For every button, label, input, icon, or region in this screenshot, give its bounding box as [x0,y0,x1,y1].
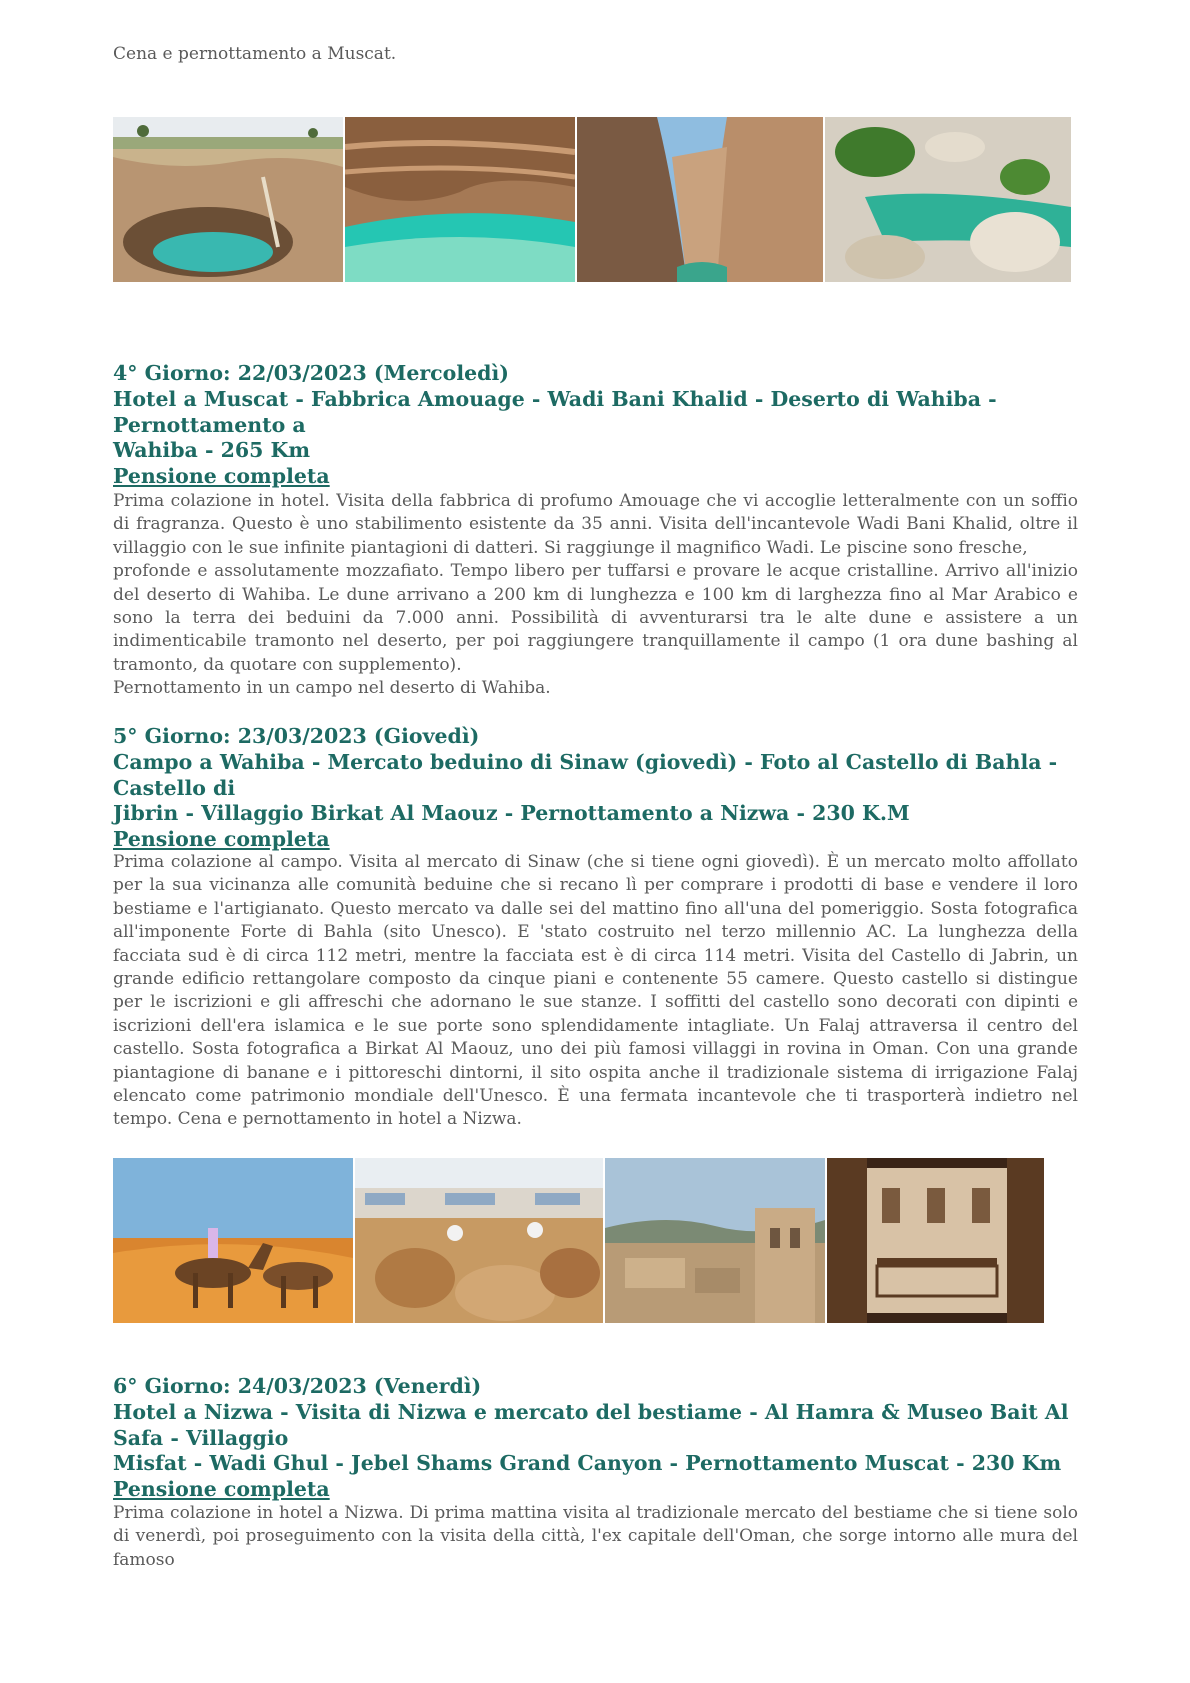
day-5-pension: Pensione completa [113,827,330,852]
day-6-heading [113,1374,1083,1503]
mud-fort-photo [605,1158,825,1323]
day-6-description [113,1502,1078,1572]
day-6-body: Prima colazione in hotel a Nizwa. Di prima mattina visita al tradizionale mercato del bestiame che si tiene solo di venerdì, poi proseguimento con la visita della città, l'ex capitale dell'Oman, che sorge intorno alle mura del famoso [113,1503,1078,1570]
camel-market-photo [355,1158,603,1323]
emerald-pool-photo [345,117,575,282]
intro-line: Cena e pernottamento a Muscat. [113,44,397,64]
day-4-body-3: Pernottamento in un campo nel deserto di Wahiba. [113,678,551,699]
day-4-description [113,490,1078,701]
day-4-title: 4° Giorno: 22/03/2023 (Mercoledì) [113,361,509,385]
day-6-title: 6° Giorno: 24/03/2023 (Venerdì) [113,1374,482,1398]
castle-interior-photo [827,1158,1044,1323]
wadi-stream-photo [825,117,1071,282]
day-4-heading [113,361,1083,490]
photo-strip-middle [113,1158,1044,1323]
day-5-body: Prima colazione al campo. Visita al mercato di Sinaw (che si tiene ogni giovedì). È un mercato molto affollato per la sua vicinanza alle comunità beduine che si recano lì per comprare i prodotti di base e vendere il loro bestiame e l'artigianato. Questo mercato va dalle sei del mattino fino all'una del pomeriggio. Sosta fotografica all'imponente Forte di Bahla (sito Unesco). E 'stato costruito nel terzo millennio AC. La lunghezza della facciata sud è di circa 112 metri, mentre la facciata est è di circa 114 metri. Visita del Castello di Jabrin, un grande edificio rettangolare composto da cinque piani e contenente 55 camere. Questo castello si distingue per le iscrizioni e gli affreschi che adornano le sue stanze. I soffitti del castello sono decorati con dipinti e iscrizioni dell'era islamica e le sue porte sono splendidamente intagliate. Un Falaj attraversa il centro del castello. Sosta fotografica a Birkat Al Maouz, uno dei più famosi villaggi in rovina in Oman. Con una grande piantagione di banane e i pittoreschi dintorni, il sito ospita anche il tradizionale sistema di irrigazione Falaj elencato come patrimonio mondiale dell'Unesco. È una fermata incantevole che ti trasporterà indietro nel tempo. Cena e pernottamento in hotel a Nizwa. [113,852,1078,1130]
day-5-route-line-2: Jibrin - Villaggio Birkat Al Maouz - Pernottamento a Nizwa - 230 K.M [113,801,910,826]
day-5-route-line-1: Campo a Wahiba - Mercato beduino di Sinaw (giovedì) - Foto al Castello di Bahla - Castello di [113,749,1058,800]
day-4-pension: Pensione completa [113,464,330,489]
day-6-route-line-1: Hotel a Nizwa - Visita di Nizwa e mercato del bestiame - Al Hamra & Museo Bait Al Safa - Villaggio [113,1399,1069,1450]
canyon-photo [577,117,823,282]
day-4-body-2: profonde e assolutamente mozzafiato. Tempo libero per tuffarsi e provare le acque cristalline. Arrivo all'inizio del deserto di Wahiba. Le dune arrivano a 200 km di lunghezza e 100 km di larghezza fino al Mar Arabico e sono la terra dei beduini da 7.000 anni. Possibilità di avventurarsi tra le alte dune e assistere a un indimenticabile tramonto nel deserto, per poi raggiungere tranquillamente il campo (1 ora dune bashing al tramonto, da quotare con supplemento). [113,561,1078,675]
camel-rider-photo [113,1158,353,1323]
day-5-title: 5° Giorno: 23/03/2023 (Giovedì) [113,724,480,748]
day-6-pension: Pensione completa [113,1477,330,1502]
sinkhole-photo [113,117,343,282]
day-6-route-line-2: Misfat - Wadi Ghul - Jebel Shams Grand Canyon - Pernottamento Muscat - 230 Km [113,1451,1062,1476]
day-5-heading [113,724,1083,853]
day-5-description [113,851,1078,1132]
day-4-route-line-2: Wahiba - 265 Km [113,438,311,463]
day-4-route-line-1: Hotel a Muscat - Fabbrica Amouage - Wadi Bani Khalid - Deserto di Wahiba - Pernottamento a [113,386,997,437]
day-4-body-1: Prima colazione in hotel. Visita della fabbrica di profumo Amouage che vi accoglie letteralmente con un soffio di fragranza. Questo è uno stabilimento esistente da 35 anni. Visita dell'incantevole Wadi Bani Khalid, oltre il villaggio con le sue infinite piantagioni di datteri. Si raggiunge il magnifico Wadi. Le piscine sono fresche, [113,491,1078,558]
photo-strip-top [113,117,1071,282]
